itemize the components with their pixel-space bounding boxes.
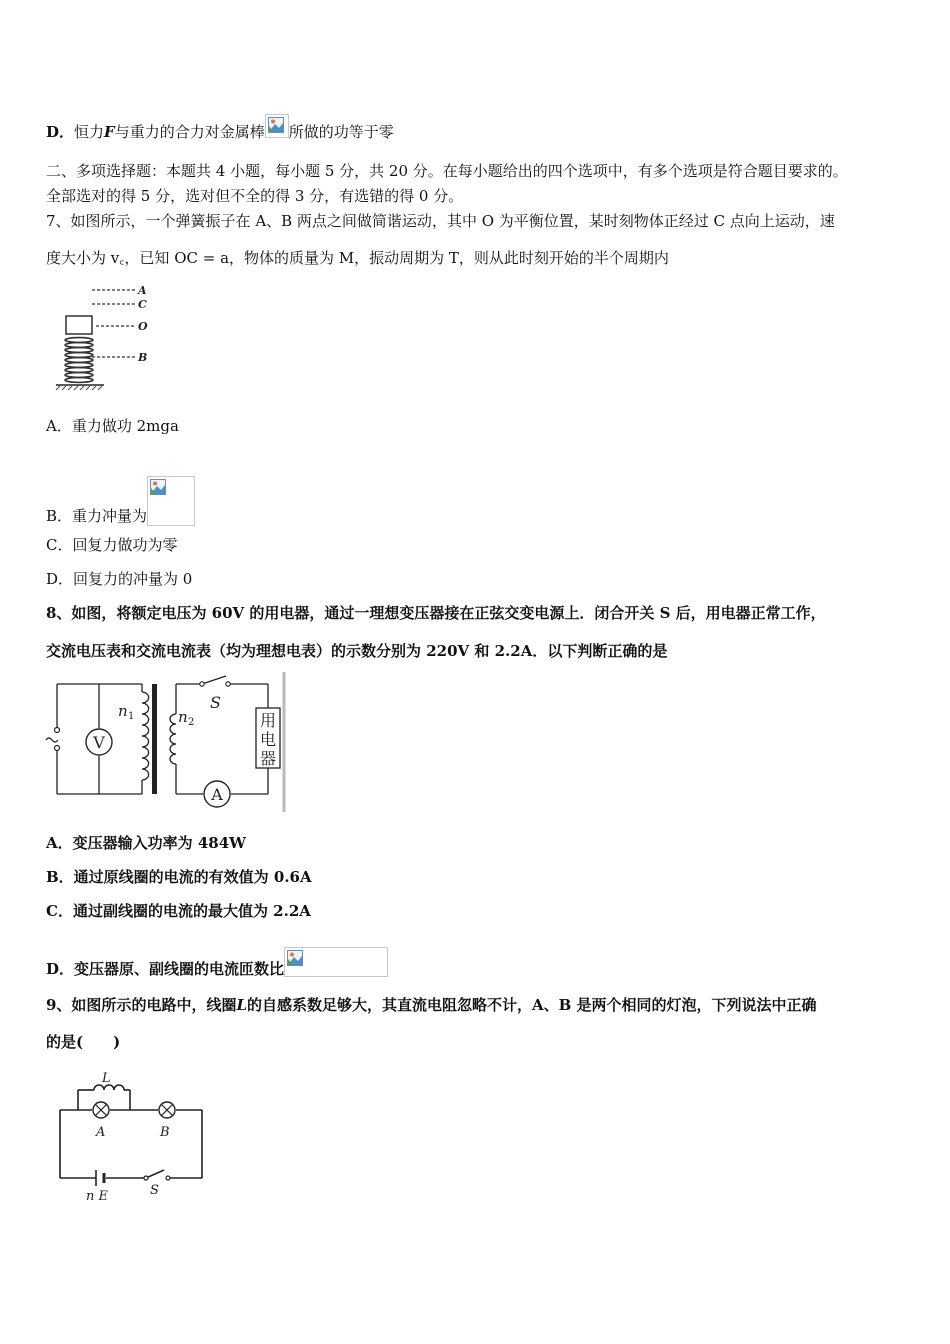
q7-stem-line1: 7、如图所示，一个弹簧振子在 A、B 两点之间做简谐运动，其中 O 为平衡位置，某时刻物体正经过 C 点向上运动，速 <box>46 212 835 230</box>
q7-option-c: C．回复力做功为零 <box>46 536 178 554</box>
appliance-char-3: 器 <box>259 749 277 768</box>
coil-variable: L <box>236 996 247 1014</box>
spring-oscillator-figure <box>50 280 160 392</box>
option-text-post: 所做的功等于零 <box>288 123 394 141</box>
option-text: D．变压器原、副线圈的电流匝数比 <box>46 960 285 978</box>
q8-option-a: A．变压器输入功率为 484W <box>46 834 247 852</box>
n2-subscript: 2 <box>188 717 195 728</box>
mass-block <box>66 316 92 334</box>
ammeter-label: A <box>211 785 223 804</box>
q7-option-d: D．回复力的冲量为 0 <box>46 570 193 588</box>
battery-label: n E <box>86 1189 108 1204</box>
lamp-a-label: A <box>96 1125 106 1140</box>
broken-image-icon <box>284 947 388 977</box>
n1-subscript: 1 <box>128 711 135 722</box>
label-c: C <box>138 298 147 311</box>
iron-core <box>152 684 157 794</box>
appliance-char-2: 电 <box>259 730 277 749</box>
q8-option-b: B．通过原线圈的电流的有效值为 0.6A <box>46 868 312 886</box>
q8-stem-line1: 8、如图，将额定电压为 60V 的用电器，通过一理想变压器接在正弦交变电源上．闭合开关 S 后，用电器正常工作， <box>46 604 826 622</box>
q7-option-b <box>46 476 195 526</box>
force-variable: F <box>104 123 115 141</box>
ac-terminal-top <box>55 728 60 733</box>
transformer-circuit-figure <box>42 670 292 815</box>
option-label: D． <box>46 123 75 141</box>
q9-stem-line2: 的是( ) <box>46 1033 121 1051</box>
section-heading-line1: 二、多项选择题：本题共 4 小题，每小题 5 分，共 20 分。在每小题给出的四个选项中，有多个选项是符合题目要求的。 <box>46 162 848 180</box>
option-text-pre: 恒力 <box>74 123 105 141</box>
q7-option-a: A．重力做功 2mga <box>46 417 179 435</box>
ac-terminal-bottom <box>55 746 60 751</box>
stem-text-pre: 9、如图所示的电路中，线圈 <box>46 996 237 1014</box>
section-heading-line2: 全部选对的得 5 分，选对但不全的得 3 分，有选错的得 0 分。 <box>46 187 464 205</box>
q8-stem-line2: 交流电压表和交流电流表（均为理想电表）的示数分别为 220V 和 2.2A．以下判断正确的是 <box>46 642 668 660</box>
lamp-b-label: B <box>160 1125 170 1140</box>
q8-option-c: C．通过副线圈的电流的最大值为 2.2A <box>46 902 311 920</box>
switch-label: S <box>210 693 221 712</box>
option-text-mid: 与重力的合力对金属棒 <box>114 123 265 141</box>
inductor-circuit-figure <box>50 1064 210 1208</box>
label-a: A <box>138 284 147 297</box>
voltmeter-label: V <box>93 733 105 752</box>
ac-source-icon <box>46 738 58 742</box>
broken-image-icon <box>265 114 289 138</box>
n1-label: n <box>118 702 128 720</box>
q9-stem-line1 <box>46 995 817 1015</box>
broken-image-icon <box>147 476 195 526</box>
q6-option-d <box>46 114 394 142</box>
label-b: B <box>138 351 148 364</box>
label-o: O <box>138 320 148 333</box>
switch-label: S <box>150 1183 159 1198</box>
n2-label: n <box>178 708 188 726</box>
q7-stem-line2: 度大小为 v꜀，已知 OC = a，物体的质量为 M，振动周期为 T，则从此时刻开始的半个周期内 <box>46 249 669 267</box>
option-text: B．重力冲量为 <box>46 507 148 525</box>
stem-text-post: 的自感系数足够大，其直流电阻忽略不计，A、B 是两个相同的灯泡，下列说法中正确 <box>247 996 817 1014</box>
coil-label: L <box>102 1071 111 1086</box>
appliance-char-1: 用 <box>259 711 277 730</box>
q8-option-d <box>46 947 388 979</box>
spring-coil <box>65 338 93 383</box>
